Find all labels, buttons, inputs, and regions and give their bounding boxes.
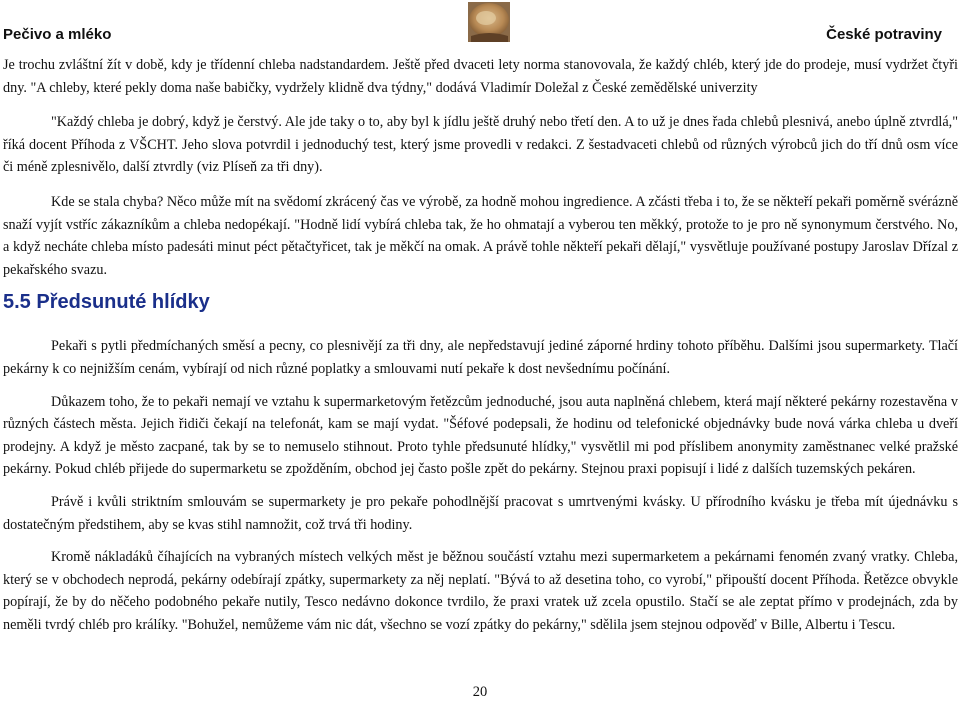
document-body (3, 54, 958, 636)
header-right-title: České potraviny (826, 26, 942, 43)
paragraph: Důkazem toho, že to pekaři nemají ve vztahu k supermarketovým řetězcům jednoduché, jsou auta naplněná chlebem, která mají některé pekárny rozestavěna v různých částech města. Jejich řidiči čekají na telefonát, kam se mají vydat. "Šéfové podepsali, že hodinu od telefonické objednávky bude nová várka chleba u dveří prodejny. A když je město zacpané, tak by se to nemuselo stihnout. Proto tyhle předsunuté hlídky," vysvětlil mi pod příslibem anonymity zaměstnanec velké pražské pekárny. Pokud chléb přijede do supermarketu se zpožděním, obchod jej často pošle zpět do pekárny. Stejnou praxi popisují i lidé z dalších tuzemských pekáren. (3, 393, 958, 478)
paragraph: "Každý chleba je dobrý, když je čerstvý. Ale jde taky o to, aby byl k jídlu ještě druhý nebo třetí den. A to už je dnes řada chlebů plesnivá, anebo úplně ztvrdlá," říká docent Příhoda z VŠCHT. Jeho slova potvrdil i jednoduchý test, který jsme provedli v redakci. Z šestadvaceti chlebů od různých výrobců jich do tří dnů osm více či méně zplesnivělo, další ztvrdly (viz Plíseň za tři dny). (3, 114, 958, 176)
paragraph: Kromě nákladáků číhajících na vybraných místech velkých měst je běžnou součástí vztahu mezi supermarketem a pekárnami fenomén zvaný vratky. Chleba, který se v obchodech neprodá, pekárny odebírají zpátky, supermarkety za něj neplatí. "Bývá to až desetina toho, co vyrobí," připouští docent Příhoda. Řetězce obvykle popírají, že by do něčeho podobného pekaře nutily, Tesco nedávno dokonce tvrdilo, že praxi vratek už zcela opustilo. Stačí se ale zeptat přímo v prodejnách, zda by neměli tvrdý chléb pro králíky. "Bohužel, nemůžeme vám nic dát, všechno se vozí zpátky do pekárny," sdělila jsem stejnou odpověď v Bille, Albertu i Tescu. (3, 549, 958, 633)
paragraph: Je trochu zvláštní žít v době, kdy je třídenní chleba nadstandardem. Ještě před dvaceti lety norma stanovovala, že každý chléb, který jde do prodeje, musí vydržet čtyři dny. "A chleby, které pekly doma naše babičky, vydržely klidně dva týdny," dodává Vladimír Doležal z České zemědělské univerzity (3, 57, 958, 96)
paragraph: Kde se stala chyba? Něco může mít na svědomí zkrácený čas ve výrobě, za hodně mohou ingredience. A zčásti třeba i to, že se někteří pekaři poměrně svérázně snaží vyjít vstříc zákazníkům a chleba nedopékají. "Hodně lidí vybírá chleba tak, že ho ohmatají a vyberou ten měkký, protože to je pro ně synonymum čerstvého. No, a když necháte chleba místo padesáti minut péct pětačtyřicet, tak je měkčí na omak. A právě tohle někteří pekaři dělají," vysvětluje používané postupy Jaroslav Dřízal z pekařského svazu. (3, 193, 958, 278)
page-number: 20 (472, 684, 488, 700)
bread-photo-icon (468, 2, 510, 42)
header-left-title: Pečivo a mléko (3, 26, 112, 43)
paragraph: Pekaři s pytli předmíchaných směsí a pecny, co plesnivějí za tři dny, ale nepředstavují jediné záporné hrdiny tohoto příběhu. Dalšími jsou supermarkety. Tlačí pekárny k co nejnižším cenám, vybírají od nich různé poplatky a smlouvami nutí pekaře k dost nevšednímu počínání. (3, 338, 958, 377)
paragraph: Právě i kvůli striktním smlouvám se supermarkety je pro pekaře pohodlnější pracovat s umrtvenými kvásky. U přírodního kvásku je třeba mít újednávku s dostatečným předstihem, aby se kvas stihl namnožit, což trvá tři hodiny. (3, 493, 958, 533)
section-heading: 5.5 Předsunuté hlídky (3, 291, 210, 314)
page-header (0, 0, 960, 52)
